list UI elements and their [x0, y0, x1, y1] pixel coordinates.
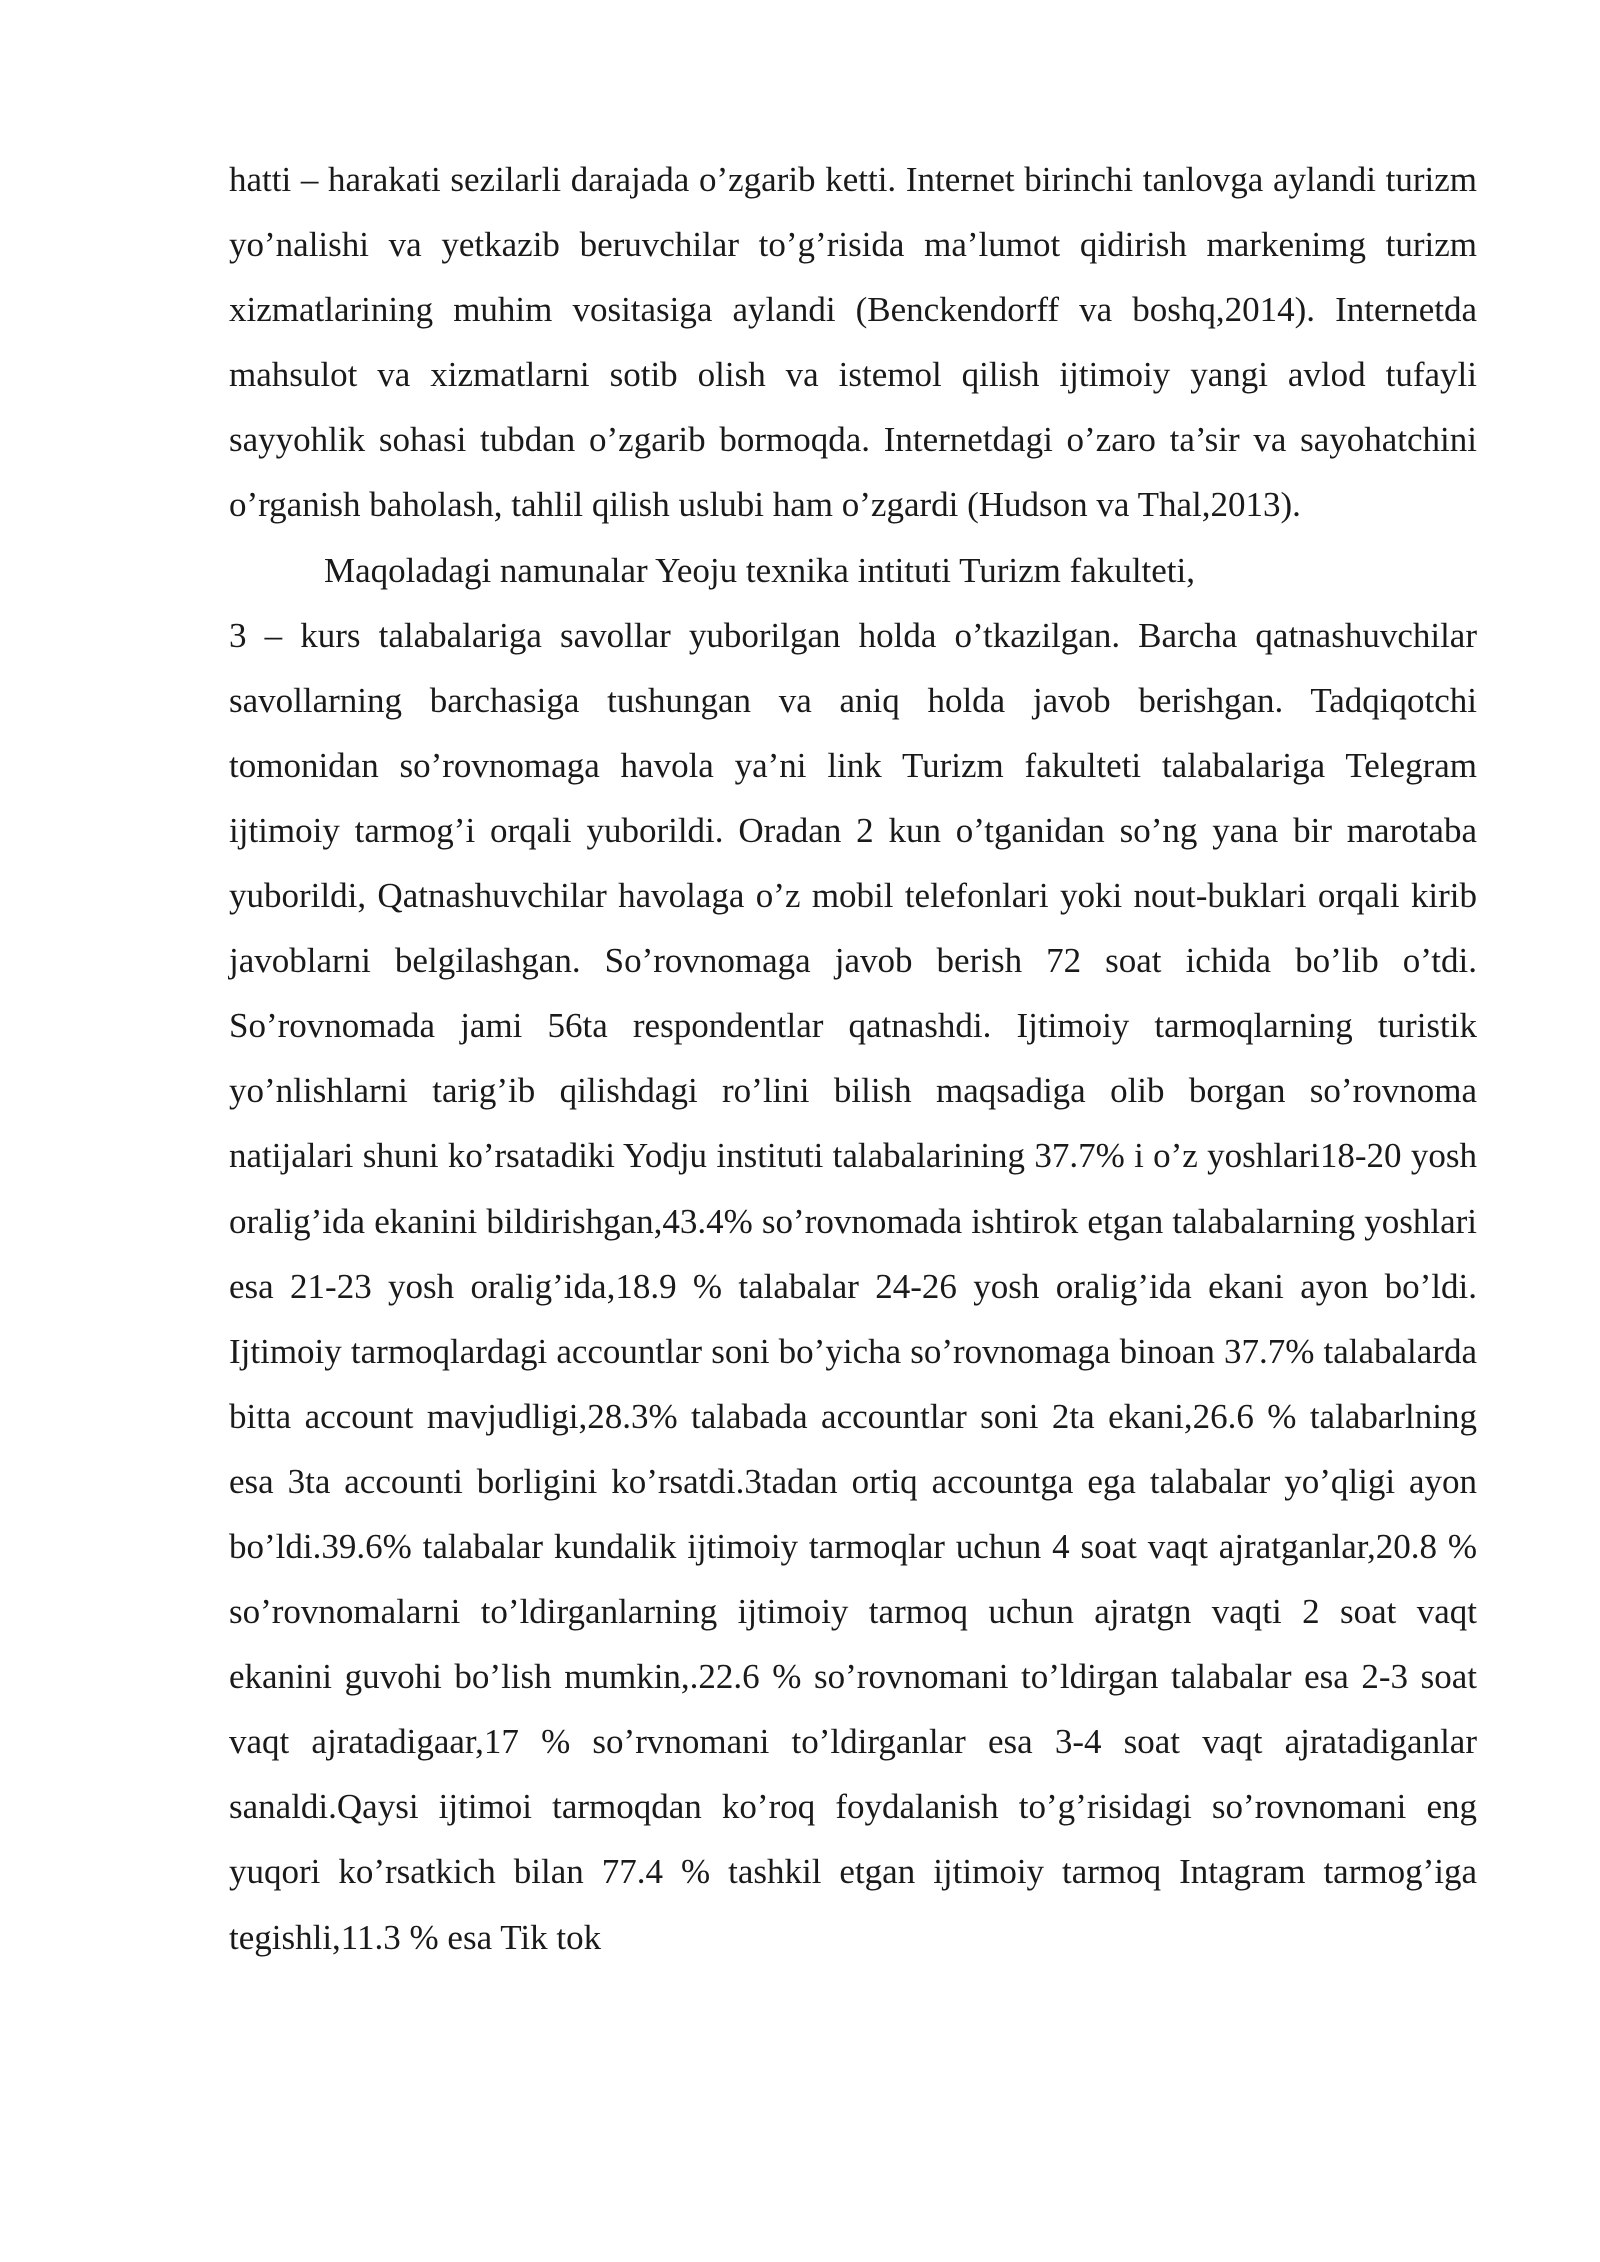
body-text [229, 147, 1477, 1970]
paragraph-sample-heading: Maqoladagi namunalar Yeoju texnika intituti Turizm fakulteti, [324, 550, 1196, 590]
paragraph-survey-results: 3 – kurs talabalariga savollar yuborilgan holda o’tkazilgan. Barcha qatnashuvchilar savollarning barchasiga tushungan va aniq holda javob berishgan. Tadqiqotchi tomonidan so’rovnomaga havola ya’ni link Turizm fakulteti talabalariga Telegram ijtimoiy tarmog’i orqali yuborildi. Oradan 2 kun o’tganidan so’ng yana bir marotaba yuborildi, Qatnashuvchilar havolaga o’z mobil telefonlari yoki nout-buklari orqali kirib javoblarni belgilashgan. So’rovnomaga javob berish 72 soat ichida bo’lib o’tdi. So’rovnomada jami 56ta respondentlar qatnashdi. Ijtimoiy tarmoqlarning turistik yo’nlishlarni tarig’ib qilishdagi ro’lini bilish maqsadiga olib borgan so’rovnoma natijalari shuni ko’rsatadiki Yodju instituti talabalarining 37.7% i o’z yoshlari18-20 yosh oralig’ida ekanini bildirishgan,43.4% so’rovnomada ishtirok etgan talabalarning yoshlari esa 21-23 yosh oralig’ida,18.9 % talabalar 24-26 yosh oralig’ida ekani ayon bo’ldi. Ijtimoiy tarmoqlardagi accountlar soni bo’yicha so’rovnomaga binoan 37.7% talabalarda bitta account mavjudligi,28.3% talabada accountlar soni 2ta ekani,26.6 % talabarlning esa 3ta accounti borligini ko’rsatdi.3tadan ortiq accountga ega talabalar yo’qligi ayon bo’ldi.39.6% talabalar kundalik ijtimoiy tarmoqlar uchun 4 soat vaqt ajratganlar,20.8 % so’rovnomalarni to’ldirganlarning ijtimoiy tarmoq uchun ajratgn vaqti 2 soat vaqt ekanini guvohi bo’lish mumkin,.22.6 % so’rovnomani to’ldirgan talabalar esa 2-3 soat vaqt ajratadigaar,17 % so’rvnomani to’ldirganlar esa 3-4 soat vaqt ajratadiganlar sanaldi.Qaysi ijtimoi tarmoqdan ko’roq foydalanish to’g’risidagi so’rovnomani eng yuqori ko’rsatkich bilan 77.4 % tashkil etgan ijtimoiy tarmoq Intagram tarmog’iga tegishli,11.3 % esa Tik tok [229, 615, 1477, 1957]
paragraph-intro: hatti – harakati sezilarli darajada o’zgarib ketti. Internet birinchi tanlovga aylandi turizm yo’nalishi va yetkazib beruvchilar to’g’risida ma’lumot qidirish markenimg turizm xizmatlarining muhim vositasiga aylandi (Benckendorff va boshq,2014). Internetda mahsulot va xizmatlarni sotib olish va istemol qilish ijtimoiy yangi avlod tufayli sayyohlik sohasi tubdan o’zgarib bormoqda. Internetdagi o’zaro ta’sir va sayohatchini o’rganish baholash, tahlil qilish uslubi ham o’zgardi (Hudson va Thal,2013). [229, 160, 1477, 525]
